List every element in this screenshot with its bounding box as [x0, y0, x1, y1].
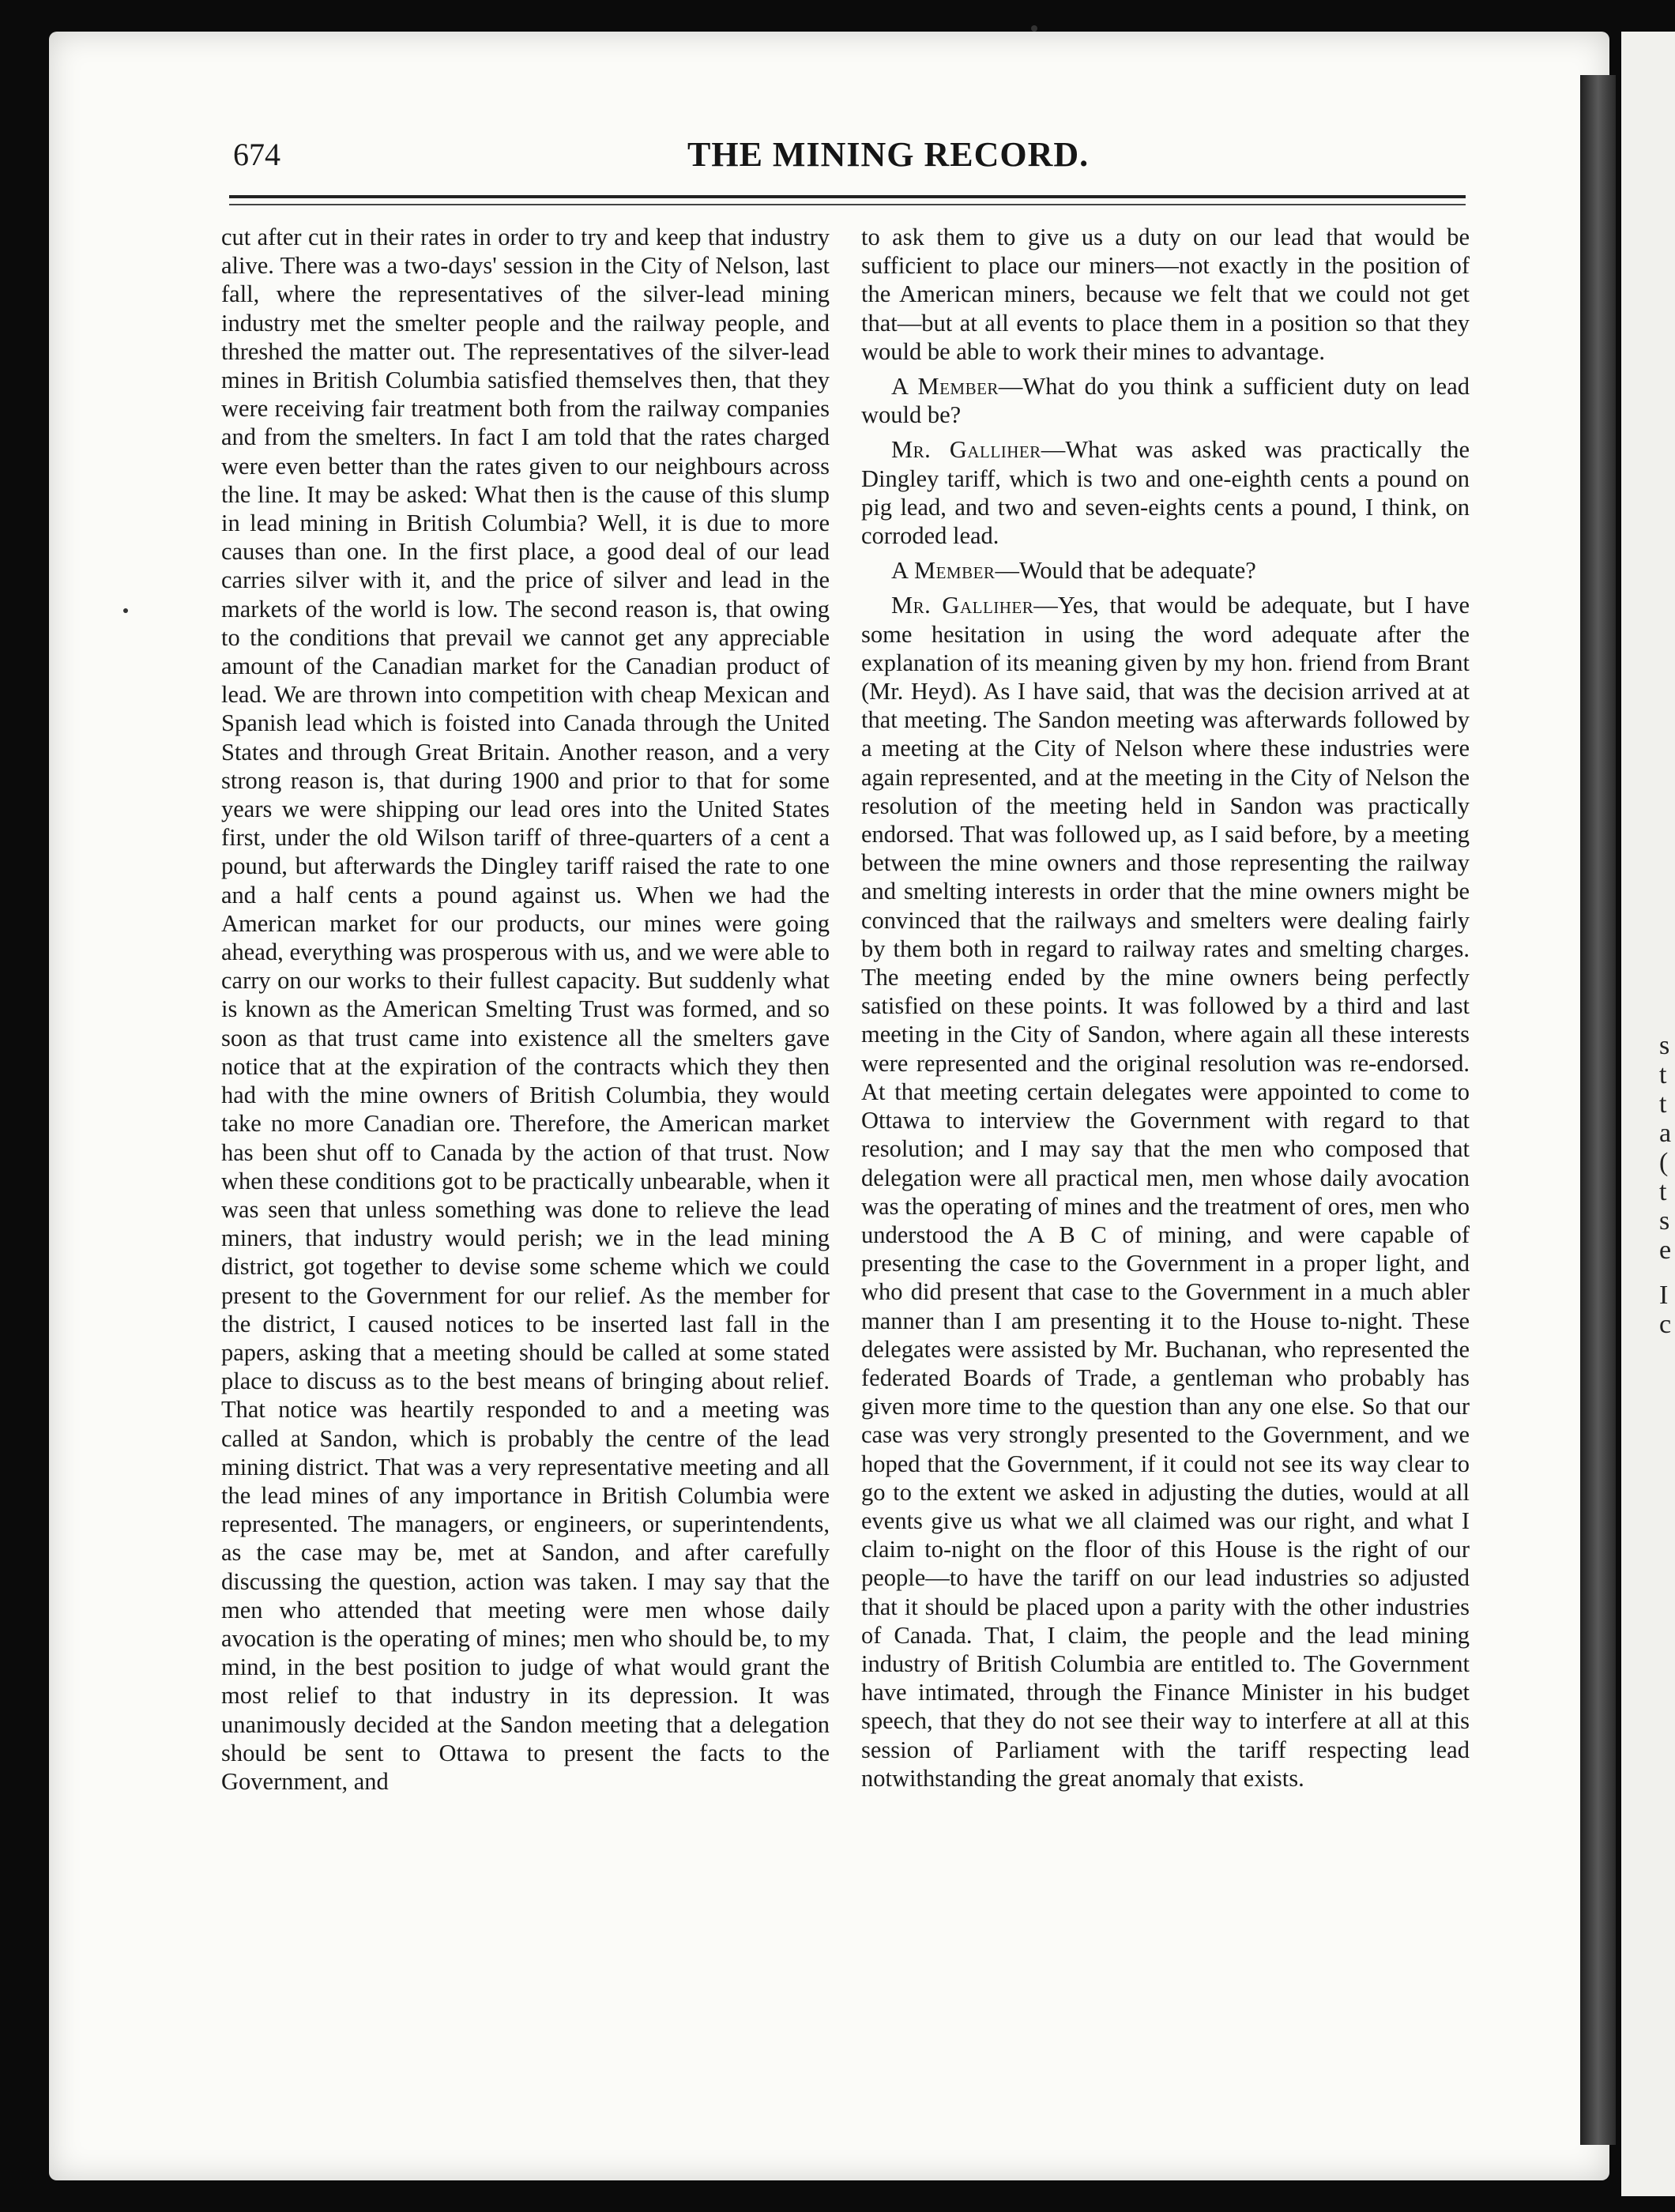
- speech-paragraph: [861, 591, 1470, 1793]
- continuation-paragraph: to ask them to give us a duty on our lead that would be sufficient to place our miners—not exactly in the position of the American miners, because we felt that we could not get that—but at all events to place them in a position so that they would be able to work their mines to advantage.: [861, 224, 1470, 365]
- facing-page-fragment: t: [1659, 1089, 1667, 1119]
- facing-page-edge: [1621, 32, 1675, 2196]
- speech-paragraph: [861, 556, 1470, 585]
- speaker-name: A Member: [891, 557, 996, 585]
- page-number: 674: [233, 137, 280, 172]
- facing-page-fragment: a: [1659, 1119, 1672, 1148]
- facing-page-fragment: s: [1659, 1031, 1670, 1060]
- speaker-name: A Member: [891, 373, 999, 401]
- speech-paragraph: [861, 372, 1470, 429]
- facing-page-fragment: e: [1659, 1236, 1672, 1265]
- speech-text: —Would that be adequate?: [995, 557, 1256, 585]
- facing-page-fragment: (: [1659, 1148, 1669, 1177]
- body-paragraph: cut after cut in their rates in order to try and keep that industry alive. There was a two-days' session in the City of Nelson, last fall, where the representatives of the silver-lead mining industry met the smelter people and the railway people, and threshed the matter out. The representatives of the silver-lead mines in British Columbia satisfied themselves then, that they were receiving fair treatment both from the railway companies and from the smelters. In fact I am told that the rates charged were even better than the rates given to our neighbours across the line. It may be asked: What then is the cause of this slump in lead mining in British Columbia? Well, it is due to more causes than one. In the first place, a good deal of our lead carries silver with it, and the price of silver and lead in the markets of the world is low. The second reason is, that owing to the conditions that prevail we cannot get any appreciable amount of the Canadian market for the Canadian product of lead. We are thrown into competition with cheap Mexican and Spanish lead which is foisted into Canada through the United States and through Great Britain. Another reason, and a very strong reason is, that during 1900 and prior to that for some years we were shipping our lead ores into the United States first, under the old Wilson tariff of three-quarters of a cent a pound, but afterwards the Dingley tariff raised the rate to one and a half cents a pound against us. When we had the American market for our products, our mines were going ahead, everything was prosperous with us, and we were able to carry on our works to their fullest capacity. But suddenly what is known as the American Smelting Trust was formed, and so soon as that trust came into existence all the smelters gave notice that at the expiration of the contracts which they then had with the mine owners of British Columbia, they would take no more Canadian ore. Therefore, the American market has been shut off to Canada by the action of that trust. Now when these conditions got to be practically unbearable, when it was seen that unless something was done to relieve the lead miners, that industry would perish; we in the lead mining district, got together to devise some scheme which we could present to the Government for our relief. As the member for the district, I caused notices to be inserted last fall in the papers, asking that a meeting should be called at some stated place to discuss as to the best means of bringing about relief. That notice was heartily responded to and a meeting was called at Sandon, which is probably the centre of the lead mining district. That was a very representative meeting and all the lead mines of any importance in British Columbia were represented. The managers, or engineers, or superintendents, as the case may be, met at Sandon, and after carefully discussing the question, action was taken. I may say that the men who attended that meeting were men whose daily avocation is the operating of mines; men who should be, to my mind, in the best position to judge of what would grant the most relief to that industry in its depression. It was unanimously decided at the Sandon meeting that a delegation should be sent to Ottawa to present the facts to the Government, and: [221, 224, 830, 1795]
- facing-page-fragment: s: [1659, 1206, 1670, 1236]
- facing-page-fragment: t: [1659, 1060, 1667, 1089]
- speaker-name: Mr. Galliher: [891, 592, 1034, 619]
- left-column: [221, 223, 830, 1796]
- speech-text: —What do you think a sufficient duty on lead would be?: [861, 373, 1470, 429]
- speech-paragraph: [861, 435, 1470, 550]
- running-head: THE MINING RECORD.: [687, 135, 1090, 174]
- speech-text: —Yes, that would be adequate, but I have some hesitation in using the word adequate after the explanation of its meaning given by my hon. friend from Brant (Mr. Heyd). As I have said, that was the decision arrived at at that meeting. The Sandon meeting was afterwards followed by a meeting at the City of Nelson where these industries were again represented, and at the meeting in the City of Nelson the resolution of the meeting held in Sandon was practically endorsed. That was followed up, as I said before, by a meeting between the mine owners and those representing the railway and smelting interests in order that the mine owners might be convinced that the railways and smelters were dealing fairly by them both in regard to railway rates and smelting charges. The meeting ended by the mine owners being perfectly satisfied on these points. It was followed by a third and last meeting in the City of Sandon, where again all these interests were represented and the original resolution was re-endorsed. At that meeting certain delegates were appointed to come to Ottawa to interview the Government with regard to that resolution; and I may say that the men who composed that delegation were all practical men, men whose daily avocation was the operating of mines and the treatment of ores, men who understood the A B C of mining, and were capable of presenting the case to the Government in a proper light, and who did present that case to the Government in a much abler manner than I am presenting it to the House to-night. These delegates were assisted by Mr. Buchanan, who represented the federated Boards of Trade, a gentleman who probably has given more time to the question than any one else. So that our case was very strongly presented to the Government, and we hoped that the Government, if it could not see its way clear to go to the extent we asked in adjusting the duties, would at all events give us what we all claimed was our right, and what I claim to-night on the floor of this House is the right of our people—to have the tariff on our lead industries so adjusted that it should be placed upon a parity with the other industries of Canada. That, I claim, the people and the lead mining industry of British Columbia are entitled to. The Government have intimated, through the Finance Minister in his budget speech, that they do not see their way to interfere at all at this session of Parliament with the tariff respecting lead notwithstanding the great anomaly that exists.: [861, 592, 1470, 1792]
- print-speck: [1031, 25, 1037, 32]
- speech-text: —What was asked was practically the Dingley tariff, which is two and one-eighth cents a pound on pig lead, and two and seven-eights cents a pound, I think, on corroded lead.: [861, 436, 1470, 550]
- print-speck: [123, 608, 128, 613]
- facing-page-fragment: c: [1659, 1310, 1672, 1339]
- header-rule-thin: [229, 204, 1466, 205]
- speaker-name: Mr. Galliher: [891, 436, 1041, 464]
- header-rule: [229, 195, 1466, 198]
- facing-page-fragment: I: [1659, 1281, 1669, 1310]
- facing-page-fragment: t: [1659, 1177, 1667, 1206]
- book-binding: [1580, 75, 1616, 2145]
- right-column: [861, 223, 1470, 1799]
